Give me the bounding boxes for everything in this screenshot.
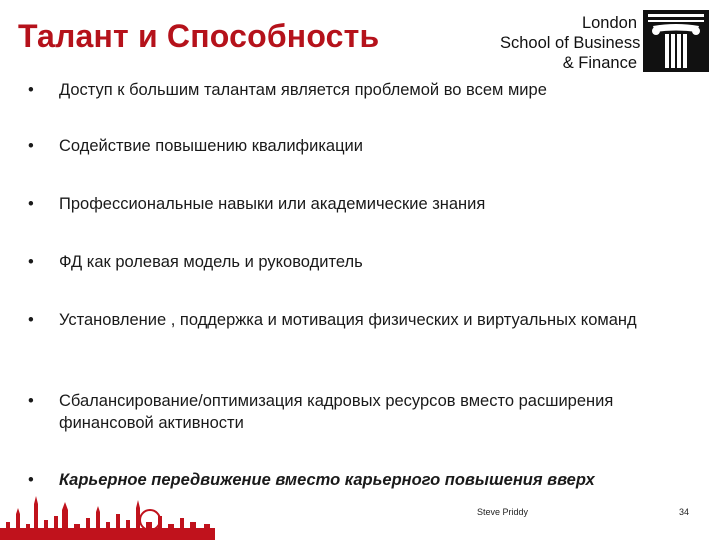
bullet-marker: • — [28, 392, 34, 410]
bullet-marker: • — [28, 137, 34, 155]
logo-line-school: School of Business — [500, 34, 641, 52]
footer-author: Steve Priddy — [477, 507, 529, 517]
bullet-marker: • — [28, 471, 34, 489]
bullet-text: Профессиональные навыки или академические знания — [59, 195, 486, 213]
bullet-text: ФД как ролевая модель и руководитель — [59, 253, 363, 271]
bullet-text: Сбалансирование/оптимизация кадровых ресурсов вместо расширения финансовой активности — [59, 392, 614, 432]
logo-line-finance: & Finance — [562, 54, 637, 72]
page-number: 34 — [679, 507, 690, 517]
logo-line-london: London — [581, 14, 637, 32]
school-logo-text — [500, 13, 641, 73]
bullet-marker: • — [28, 81, 34, 99]
slide-title: Талант и Способность — [18, 18, 380, 54]
bullet-marker: • — [28, 195, 34, 213]
bullet-text: Содействие повышению квалификации — [59, 137, 363, 155]
column-emblem-icon — [643, 10, 709, 72]
bullet-text: Карьерное передвижение вместо карьерного повышения вверх — [59, 471, 595, 489]
bullet-marker: • — [28, 311, 34, 329]
bullet-text: Установление , поддержка и мотивация физических и виртуальных команд — [59, 311, 637, 329]
bullet-marker: • — [28, 253, 34, 271]
london-skyline-icon — [0, 484, 215, 540]
bullet-text: Доступ к большим талантам является проблемой во всем мире — [59, 81, 547, 99]
